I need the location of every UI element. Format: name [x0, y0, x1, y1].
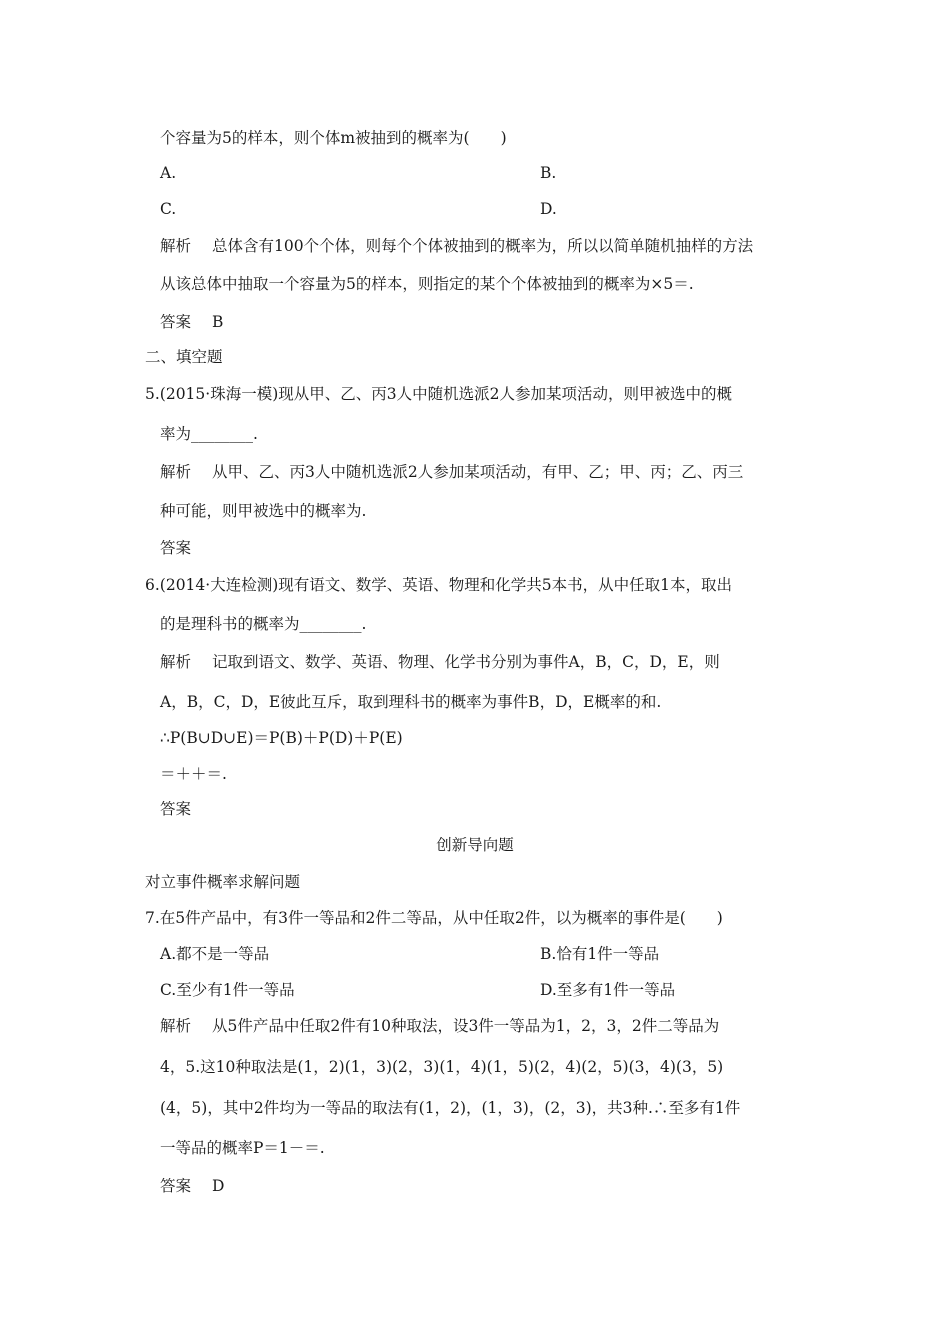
q6-analysis-line-2: A，B，C，D，E彼此互斥，取到理科书的概率为事件B，D，E概率的和.: [160, 693, 662, 711]
q7-analysis-label: 解析: [160, 1017, 192, 1035]
q7-analysis-line-1: 从5件产品中任取2件有10种取法，设3件一等品为1，2，3，2件二等品为: [212, 1017, 720, 1035]
q4-option-d: D.: [540, 200, 557, 218]
q5-analysis-line-2: 种可能，则甲被选中的概率为.: [160, 502, 367, 520]
q7-answer-label: 答案: [160, 1177, 192, 1195]
q5-stem-line-1: 5.(2015·珠海一模)现从甲、乙、丙3人中随机选派2人参加某项活动，则甲被选中的概: [145, 385, 732, 403]
q4-stem: 个容量为5的样本，则个体m被抽到的概率为( ): [160, 129, 507, 147]
q7-option-a: A.都不是一等品: [160, 945, 270, 963]
q5-analysis-line-1: 从甲、乙、丙3人中随机选派2人参加某项活动，有甲、乙；甲、丙；乙、丙三: [212, 463, 744, 481]
q4-analysis-line-2: 从该总体中抽取一个容量为5的样本，则指定的某个个体被抽到的概率为×5＝.: [160, 275, 694, 293]
q7-option-d: D.至多有1件一等品: [540, 981, 676, 999]
q6-stem-line-1: 6.(2014·大连检测)现有语文、数学、英语、物理和化学共5本书，从中任取1本，取出: [145, 576, 732, 594]
q7-analysis-line-2: 4，5.这10种取法是(1，2)(1，3)(2，3)(1，4)(1，5)(2，4)(2，5)(3，4)(3，5): [160, 1058, 724, 1076]
q6-analysis-line-1: 记取到语文、数学、英语、物理、化学书分别为事件A，B，C，D，E，则: [212, 653, 720, 671]
q7-stem: 7.在5件产品中，有3件一等品和2件二等品，从中任取2件，以为概率的事件是( ): [145, 909, 723, 927]
q6-analysis-label: 解析: [160, 653, 192, 671]
q6-answer-label: 答案: [160, 800, 192, 818]
q4-answer-label: 答案: [160, 313, 192, 331]
q7-option-b: B.恰有1件一等品: [540, 945, 660, 963]
q7-analysis-line-3: (4，5)，其中2件均为一等品的取法有(1，2)，(1，3)，(2，3)，共3种.∴至多有1件: [160, 1099, 741, 1117]
q4-analysis-label: 解析: [160, 237, 192, 255]
topic-heading: 对立事件概率求解问题: [145, 873, 301, 891]
q4-analysis-line-1: 总体含有100个个体，则每个个体被抽到的概率为，所以以简单随机抽样的方法: [212, 237, 754, 255]
q5-answer-label: 答案: [160, 539, 192, 557]
q7-analysis-line-4: 一等品的概率P＝1－＝.: [160, 1139, 325, 1157]
q4-answer: B: [212, 313, 224, 331]
section-fill-in-blank: 二、填空题: [145, 348, 223, 366]
q6-formula-line-2: ＝＋＋＝.: [160, 765, 227, 783]
q5-analysis-label: 解析: [160, 463, 192, 481]
q6-formula-line-1: ∴P(B∪D∪E)＝P(B)＋P(D)＋P(E): [160, 729, 403, 747]
q7-option-c: C.至少有1件一等品: [160, 981, 295, 999]
section-innovation-title: 创新导向题: [436, 836, 514, 854]
q4-option-b: B.: [540, 164, 557, 182]
q7-answer: D: [212, 1177, 225, 1195]
q5-stem-line-2: 率为________.: [160, 425, 258, 443]
q6-stem-line-2: 的是理科书的概率为________.: [160, 615, 367, 633]
q4-option-c: C.: [160, 200, 177, 218]
q4-option-a: A.: [160, 164, 177, 182]
